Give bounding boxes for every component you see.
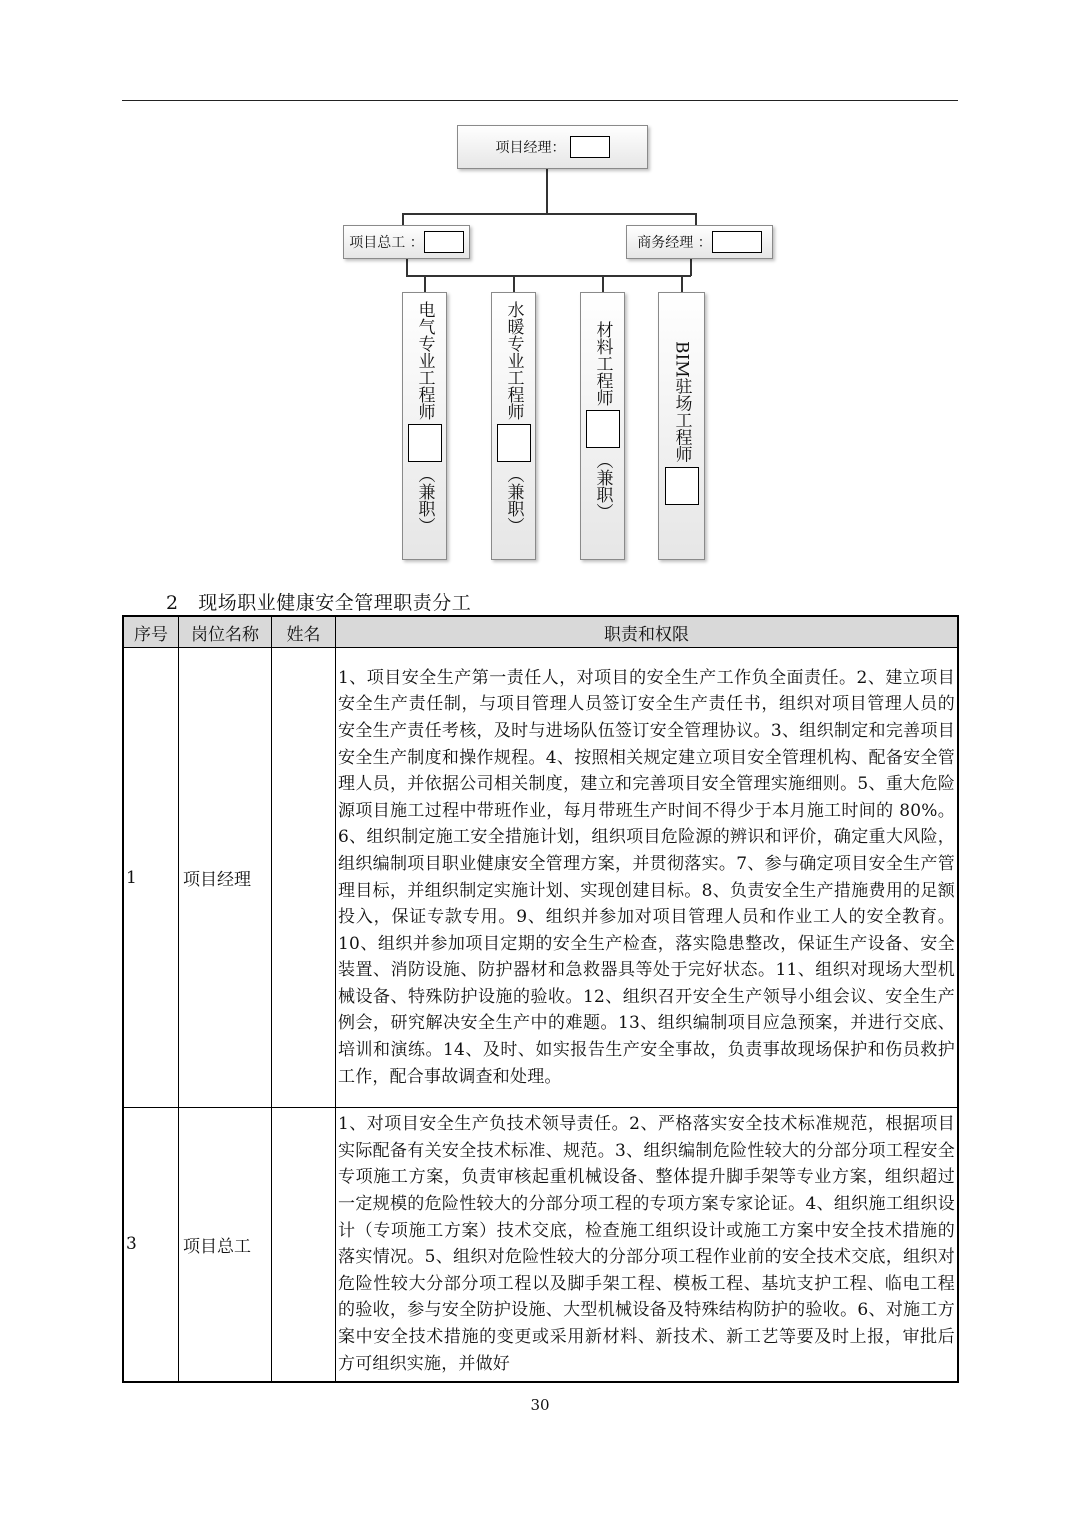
name-blank: [665, 467, 699, 505]
connector: [406, 258, 408, 276]
plumbing-engineer-box: [491, 292, 536, 560]
org-chart: [0, 0, 1080, 570]
part-time-note: （兼职）: [414, 466, 435, 534]
bim-engineer-title: BIM驻场工程师: [671, 341, 692, 463]
connector: [402, 213, 696, 215]
section-title-text: 现场职业健康安全管理职责分工: [198, 592, 472, 614]
name-blank: [497, 424, 531, 462]
connector: [406, 275, 691, 277]
materials-engineer-box: [580, 292, 625, 560]
page-number: 30: [530, 1396, 550, 1414]
part-time-note: （兼职）: [592, 452, 613, 520]
materials-engineer-title: 材料工程师: [592, 321, 613, 406]
person-name: [272, 1108, 336, 1382]
connector: [690, 258, 692, 276]
header-cell: 职责和权限: [336, 616, 959, 648]
business-manager-box: [626, 225, 773, 259]
header-cell: 岗位名称: [179, 616, 272, 648]
person-name: [272, 648, 336, 1108]
project-manager-box: [457, 125, 648, 169]
part-time-note: （兼职）: [503, 466, 524, 534]
header-cell: 姓名: [272, 616, 336, 648]
header-cell: 序号: [123, 616, 179, 648]
table-row: [123, 648, 958, 1108]
post-name: 项目经理: [179, 648, 272, 1108]
name-blank: [570, 136, 610, 158]
chief-engineer-label: 项目总工 ：: [349, 235, 424, 251]
connector: [546, 168, 548, 214]
connector: [513, 275, 515, 293]
duties-text: 1、对项目安全生产负技术领导责任。2、严格落实安全技术标准规范，根据项目实际配备有关安全技术标准、规范。3、组织编制危险性较大的分部分项工程安全专项施工方案，负责审核起重机械设备、整体提升脚手架等专业方案，组织超过一定规模的危险性较大的分部分项工程的专项方案专家论证。4、组织施工组织设计（专项施工方案）技术交底，检查施工组织设计或施工方案中安全技术措施的落实情况。5、组织对危险性较大的分部分项工程作业前的安全技术交底，组织对危险性较大分部分项工程以及脚手架工程、模板工程、基坑支护工程、临电工程的验收，参与安全防护设施、大型机械设备及特殊结构防护的验收。6、对施工方案中安全技术措施的变更或采用新材料、新技术、新工艺等要及时上报，审批后方可组织实施，并做好: [336, 1108, 959, 1382]
post-name: 项目总工: [179, 1108, 272, 1382]
chief-engineer-box: [343, 225, 470, 259]
section-title: [166, 588, 471, 615]
duties-text: 1、项目安全生产第一责任人，对项目的安全生产工作负全面责任。2、建立项目安全生产责任制，与项目管理人员签订安全生产责任书，组织对项目管理人员的安全生产责任考核，及时与进场队伍签订安全管理协议。3、组织制定和完善项目安全生产制度和操作规程。4、按照相关规定建立项目安全管理机构、配备安全管理人员，并依据公司相关制度，建立和完善项目安全管理实施细则。5、重大危险源项目施工过程中带班作业，每月带班生产时间不得少于本月施工时间的 80%。6、组织制定施工安全措施计划，组织项目危险源的辨识和评价，确定重大风险，组织编制项目职业健康安全管理方案，并贯彻落实。7、参与确定项目安全生产管理目标，并组织制定实施计划、实现创建目标。8、负责安全生产措施费用的足额投入，保证专款专用。9、组织并参加对项目管理人员和作业工人的安全教育。10、组织并参加项目定期的安全生产检查，落实隐患整改，保证生产设备、安全装置、消防设施、防护器材和急救器具等处于完好状态。11、组织对现场大型机械设备、特殊防护设施的验收。12、组织召开安全生产领导小组会议、安全生产例会，研究解决安全生产中的难题。13、组织编制项目应急预案，并进行交底、培训和演练。14、及时、如实报告生产安全事故，负责事故现场保护和伤员救护工作，配合事故调查和处理。: [336, 648, 959, 1108]
row-number: 1: [123, 648, 179, 1108]
connector: [681, 275, 683, 293]
section-number: 2: [166, 592, 179, 614]
electrical-engineer-title: 电气专业工程师: [414, 301, 435, 420]
name-blank: [408, 424, 442, 462]
electrical-engineer-box: [402, 292, 447, 560]
duty-table: [122, 615, 959, 1383]
table-row: [123, 1108, 958, 1382]
project-manager-label: 项目经理：: [495, 140, 566, 156]
connector: [602, 275, 604, 293]
name-blank: [424, 231, 464, 253]
bim-engineer-box: [658, 292, 705, 560]
name-blank: [712, 231, 762, 253]
name-blank: [586, 410, 620, 448]
table-header-row: [123, 616, 958, 648]
row-number: 3: [123, 1108, 179, 1382]
plumbing-engineer-title: 水暖专业工程师: [503, 301, 524, 420]
connector: [424, 275, 426, 293]
business-manager-label: 商务经理 ：: [637, 235, 712, 251]
